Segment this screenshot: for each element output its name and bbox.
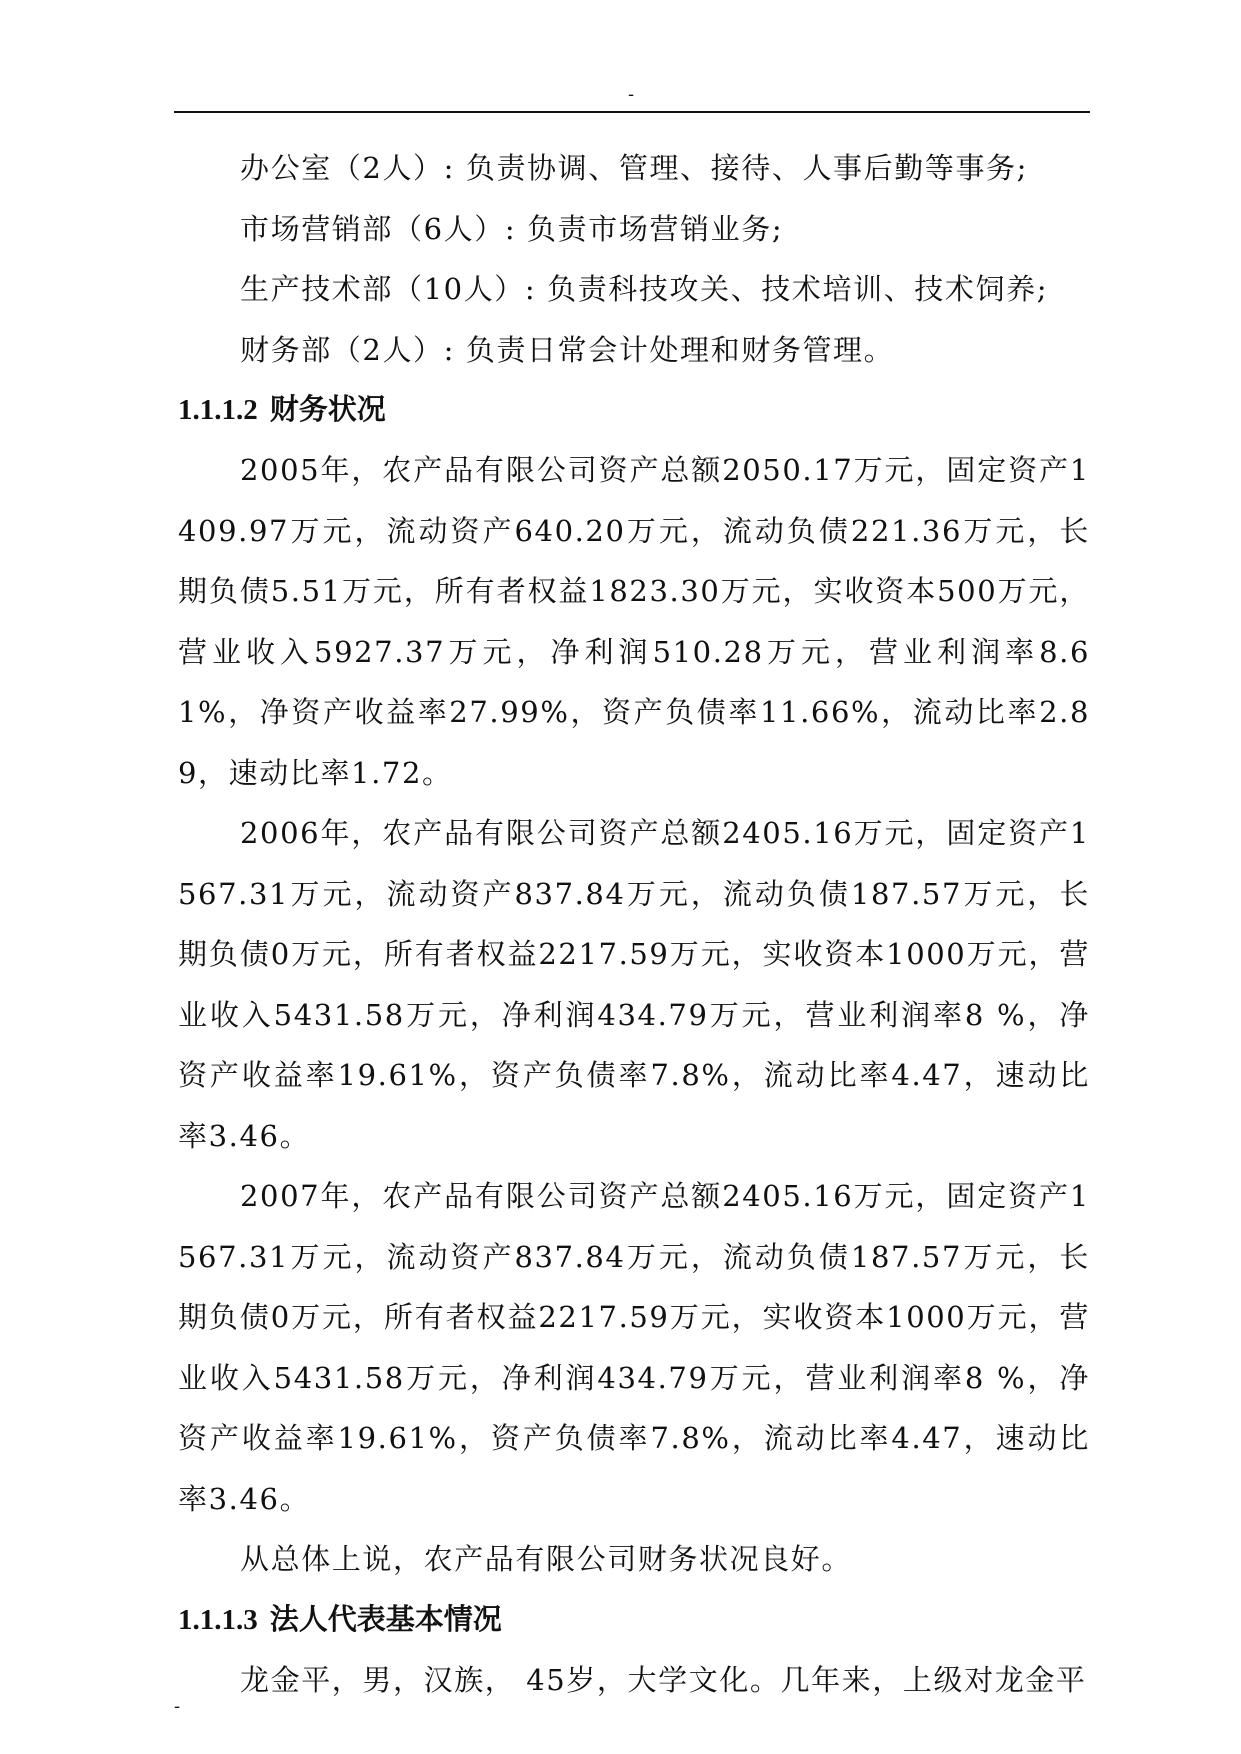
- page-header-mark: -: [628, 84, 635, 105]
- section-heading-legal-rep: [178, 1590, 1090, 1650]
- finance-paragraph-2006: 2006年，农产品有限公司资产总额2405.16万元，固定资产1567.31万元，流动资产837.84万元，流动负债187.57万元，长期负债0万元，所有者权益2217.59万元，实收资本1000万元，营业收入5431.58万元，净利润434.79万元，营业利润率8 %，净资产收益率19.61%，资产负债率7.8%，流动比率4.47，速动比率3.46。: [178, 816, 1090, 1153]
- section-heading-finance: [178, 380, 1090, 440]
- finance-summary: 从总体上说，农产品有限公司财务状况良好。: [240, 1542, 853, 1576]
- department-item: 财务部（2人）: 负责日常会计处理和财务管理。: [240, 332, 895, 367]
- header-rule: [174, 111, 1090, 113]
- finance-paragraph-2005: 2005年，农产品有限公司资产总额2050.17万元，固定资产1409.97万元，流动资产640.20万元，流动负债221.36万元，长期负债5.51万元，所有者权益1823.30万元，实收资本500万元，营业收入5927.37万元，净利润510.28万元，营业利润率8.61%，净资产收益率27.99%，资产负债率11.66%，流动比率2.89，速动比率1.72。: [178, 453, 1090, 790]
- department-item: 生产技术部（10人）: 负责科技攻关、技术培训、技术饲养;: [240, 272, 1049, 306]
- finance-paragraph-2007: 2007年，农产品有限公司资产总额2405.16万元，固定资产1567.31万元，流动资产837.84万元，流动负债187.57万元，长期负债0万元，所有者权益2217.59万元，实收资本1000万元，营业收入5431.58万元，净利润434.79万元，营业利润率8 %，净资产收益率19.61%，资产负债率7.8%，流动比率4.47，速动比率3.46。: [178, 1179, 1090, 1516]
- document-body: [178, 138, 1090, 1710]
- legal-rep-paragraph: 龙金平，男，汉族， 45岁，大学文化。几年来，上级对龙金平: [240, 1662, 1087, 1697]
- section-title: 法人代表基本情况: [269, 1603, 502, 1636]
- department-item: 市场营销部（6人）: 负责市场营销业务;: [240, 211, 784, 246]
- section-number: 1.1.1.2: [178, 394, 258, 426]
- section-number: 1.1.1.3: [178, 1603, 258, 1636]
- section-title: 财务状况: [269, 394, 386, 426]
- page-footer-mark: -: [174, 1696, 181, 1717]
- department-item: 办公室（2人）: 负责协调、管理、接待、人事后勤等事务;: [240, 151, 1029, 185]
